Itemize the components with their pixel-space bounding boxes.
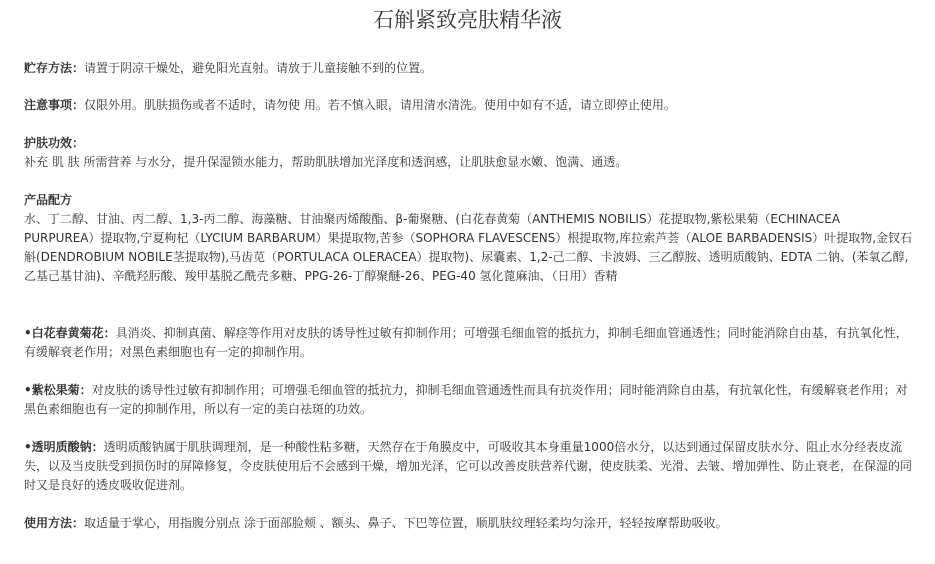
storage-text: 请置于阴凉干燥处，避免阳光直射。请放于儿童接触不到的位置。 <box>84 61 433 75</box>
storage-label: 贮存方法： <box>24 61 85 75</box>
notes-section <box>24 96 914 115</box>
echinacea-label: •紫松果菊： <box>24 383 92 397</box>
hyaluronate-label: •透明质酸钠： <box>24 440 104 454</box>
hyaluronate-section <box>24 438 914 495</box>
echinacea-text: 对皮肤的诱导性过敏有抑制作用；可增强毛细血管的抵抗力，抑制毛细血管通透性而具有抗炎作用；同时能消除自由基，有抗氧化性，有缓解衰老作用；对黑色素细胞也有一定的抑制作用，所以有一定的美白祛斑的功效。 <box>24 383 908 416</box>
notes-label: 注意事项： <box>24 98 85 112</box>
efficacy-label: 护肤功效： <box>24 136 85 150</box>
formula-text: 水、丁二醇、甘油、丙二醇、1,3-丙二醇、海藻糖、甘油聚丙烯酸酯、β-葡聚糖、(白花春黄菊（ANTHEMIS NOBILIS）花提取物,紫松果菊（ECHINACEA PURPUREA）提取物,宁夏枸杞（LYCIUM BARBARUM）果提取物,苦参（SOPHORA FLAVESCENS）根提取物,库拉索芦荟（ALOE BARBADENSIS）叶提取物,金钗石斛(DENDROBIUM NOBILE茎提取物),马齿苋（PORTULACA OLERACEA）提取物)、尿囊素、1,2-己二醇、卡波姆、三乙醇胺、透明质酸钠、EDTA 二钠、(苯氧乙醇,乙基己基甘油)、辛酰羟肟酸、羧甲基脱乙酰壳多糖、PPG-26-丁醇聚醚-26、PEG-40 氢化蓖麻油、（日用）香精 <box>24 212 913 283</box>
storage-section <box>24 59 914 78</box>
notes-text: 仅限外用。肌肤损伤或者不适时，请勿使 用。若不慎入眼，请用清水清洗。使用中如有不适，请立即停止使用。 <box>84 98 676 112</box>
chamomile-text: 具消炎、抑制真菌、解痉等作用对皮肤的诱导性过敏有抑制作用；可增强毛细血管的抵抗力，抑制毛细血管通透性；同时能消除自由基，有抗氧化性，有缓解衰老作用；对黑色素细胞也有一定的抑制作用。 <box>24 326 908 359</box>
formula-label: 产品配方 <box>24 193 73 207</box>
hyaluronate-text: 透明质酸钠属于肌肤调理剂，是一种酸性粘多糖，天然存在于角膜皮中，可吸收其本身重量1000倍水分，以达到通过保留皮肤水分、阻止水分经表皮流失，以及当皮肤受到损伤时的屏障修复，令皮肤使用后不会感到干燥，增加光泽，它可以改善皮肤营养代谢，使皮肤柔、光滑、去皱、增加弹性、防止衰老，在保湿的同时又是良好的透皮吸收促进剂。 <box>24 440 913 492</box>
efficacy-section <box>24 134 914 172</box>
chamomile-section <box>24 324 914 362</box>
efficacy-text: 补充 肌 肤 所需营养 与水分，提升保湿锁水能力，帮助肌肤增加光泽度和透润感，让肌肤愈显水嫩、饱满、通透。 <box>24 155 628 169</box>
chamomile-label: •白花春黄菊花： <box>24 326 116 340</box>
page-title: 石斛紧致亮肤精华液 <box>373 8 562 32</box>
usage-label: 使用方法： <box>24 516 85 530</box>
formula-section <box>24 191 914 286</box>
usage-text: 取适量于掌心，用指腹分别点 涂于面部脸颊 、额头、鼻子、下巴等位置，顺肌肤纹理轻柔均匀涂开，轻轻按摩帮助吸收。 <box>84 516 728 530</box>
echinacea-section <box>24 381 914 419</box>
usage-section <box>24 514 914 533</box>
